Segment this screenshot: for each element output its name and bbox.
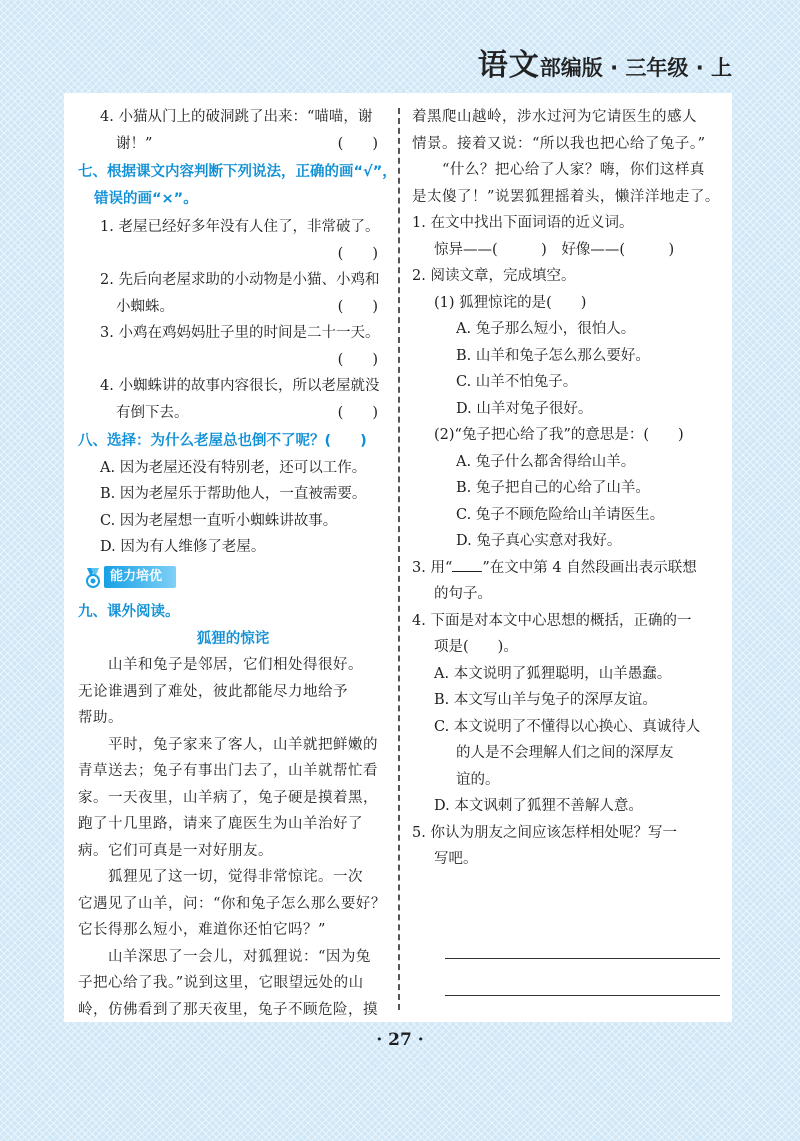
story-line: 它长得那么短小，难道你还怕它吗？”	[78, 922, 326, 938]
question-6-4-line2	[78, 131, 388, 158]
story-title: 狐狸的惊诧	[196, 630, 270, 647]
story-paragraph-1	[78, 652, 388, 732]
right-column	[412, 104, 722, 873]
story-line: 是太傻了！”说罢狐狸摇着头，懒洋洋地走了。	[412, 188, 720, 205]
question-3-prefix: 3. 用“	[412, 559, 453, 576]
question-7-3: 3. 小鸡在鸡妈妈肚子里的时间是二十一天。	[100, 325, 380, 341]
section-7-title-line2: 错误的画“×”。	[94, 190, 198, 207]
story-line: 山羊深思了一会儿，对狐狸说：“因为兔	[108, 948, 371, 965]
page-number: · 27 ·	[376, 1030, 424, 1050]
reading-question-1-words: 惊异——( ) 好像——( )	[434, 241, 675, 258]
story-line: 无论谁遇到了难处，彼此都能尽力地给予	[78, 683, 348, 700]
question-7-1: 1. 老屋已经好多年没有人住了，非常破了。	[100, 219, 380, 235]
story-line: 家。一天夜里，山羊病了，兔子硬是摸着黑，	[78, 789, 378, 806]
reading-question-5-line2: 写吧。	[434, 851, 478, 867]
question-7-2-line2	[78, 294, 388, 321]
reading-question-2-2: (2)“兔子把心给了我”的意思是：( )	[434, 427, 684, 443]
reading-question-1: 1. 在文中找出下面词语的近义词。	[412, 215, 634, 231]
section-9-title: 九、课外阅读。	[78, 604, 180, 620]
story-line: 平时，兔子家来了客人，山羊就把鲜嫩的	[108, 736, 378, 753]
column-divider	[398, 108, 400, 1010]
reading-question-4-line2: 项是( )。	[434, 639, 518, 655]
option-4-b: B. 本文写山羊与兔子的深厚友谊。	[434, 692, 657, 708]
badge-wrap	[82, 565, 176, 589]
story-line: 青草送去；兔子有事出门去了，山羊就帮忙看	[78, 763, 378, 779]
option-4-c-line3: 谊的。	[456, 771, 500, 788]
story-line: 子把心给了我。”说到这里，它眼望远处的山	[78, 975, 364, 991]
book-title-rest: 部编版 · 三年级 · 上	[539, 56, 732, 80]
story-line: 病。它们可真是一对好朋友。	[78, 842, 273, 859]
answer-paren: ( )	[337, 351, 378, 368]
option-8-d: D. 因为有人维修了老屋。	[100, 539, 266, 555]
answer-paren: ( )	[337, 298, 378, 315]
story-paragraph-4-continued	[412, 104, 722, 157]
question-7-4-line1: 4. 小蜘蛛讲的故事内容很长，所以老屋就没	[100, 378, 380, 394]
reading-question-5-line1: 5. 你认为朋友之间应该怎样相处呢？写一	[412, 824, 677, 841]
ability-badge	[78, 565, 388, 598]
reading-question-3	[412, 555, 722, 582]
question-7-1-paren-line	[78, 241, 388, 268]
reading-question-2: 2. 阅读文章，完成填空。	[412, 268, 576, 284]
story-paragraph-5	[412, 157, 722, 210]
option-4-a: A. 本文说明了狐狸聪明，山羊愚蠢。	[434, 665, 672, 682]
book-title-main: 语文	[477, 48, 540, 83]
question-7-4-text: 有倒下去。	[116, 404, 189, 421]
story-line: 山羊和兔子是邻居，它们相处得很好。	[108, 657, 363, 673]
question-7-2-line1: 2. 先后向老屋求助的小动物是小猫、小鸡和	[100, 272, 380, 288]
story-paragraph-4	[78, 944, 388, 1024]
answer-paren: ( )	[337, 135, 378, 152]
option-8-b: B. 因为老屋乐于帮助他人，一直被需要。	[100, 486, 367, 502]
option-2-1-c: C. 山羊不怕兔子。	[456, 374, 578, 390]
option-2-2-d: D. 兔子真心实意对我好。	[456, 533, 622, 549]
story-paragraph-3	[78, 864, 388, 944]
option-4-c-line1: C. 本文说明了不懂得以心换心、真诚待人	[434, 718, 701, 735]
story-line: 帮助。	[78, 710, 123, 726]
option-2-2-b: B. 兔子把自己的心给了山羊。	[456, 480, 650, 496]
option-2-2-a: A. 兔子什么都舍得给山羊。	[456, 453, 636, 470]
answer-paren: ( )	[337, 404, 378, 421]
option-2-2-c: C. 兔子不顾危险给山羊请医生。	[456, 506, 665, 523]
option-4-c-line2: 的人是不会理解人们之间的深厚友	[456, 745, 674, 761]
underline-sample	[452, 555, 482, 572]
answer-paren: ( )	[337, 245, 378, 262]
answer-writing-line[interactable]	[445, 958, 720, 959]
left-column	[78, 104, 397, 1023]
story-line: 岭，仿佛看到了那天夜里，兔子不顾危险，摸	[78, 1001, 378, 1018]
section-8-title: 八、选择：为什么老屋总也倒不了呢？( )	[78, 433, 367, 449]
option-8-a: A. 因为老屋还没有特别老，还可以工作。	[100, 459, 367, 476]
option-8-c: C. 因为老屋想一直听小蜘蛛讲故事。	[100, 512, 338, 529]
question-7-2-text: 小蜘蛛。	[116, 298, 174, 315]
question-3-suffix: ”在文中第 4 自然段画出表示联想	[482, 559, 697, 576]
badge-label: 能力培优	[104, 566, 176, 588]
option-2-1-a: A. 兔子那么短小，很怕人。	[456, 321, 636, 337]
option-2-1-d: D. 山羊对兔子很好。	[456, 400, 593, 417]
reading-question-3-line2: 的句子。	[434, 586, 492, 602]
story-line: 着黑爬山越岭，涉水过河为它请医生的感人	[412, 109, 697, 125]
story-line: 它遇见了山羊，问：“你和兔子怎么那么要好？	[78, 895, 386, 912]
story-line: 情景。接着又说：“所以我也把心给了兔子。”	[412, 135, 706, 152]
book-title	[478, 40, 732, 84]
section-7-title-line1: 七、根据课文内容判断下列说法，正确的画“√”，	[78, 164, 397, 180]
option-2-1-b: B. 山羊和兔子怎么那么要好。	[456, 347, 650, 364]
reading-question-2-1: (1) 狐狸惊诧的是( )	[434, 294, 587, 311]
reading-question-4-line1: 4. 下面是对本文中心思想的概括，正确的一	[412, 612, 692, 629]
story-line: 跑了十几里路，请来了鹿医生为山羊治好了	[78, 816, 363, 832]
medal-icon	[82, 566, 104, 588]
question-6-4-line1: 4. 小猫从门上的破洞跳了出来：“喵喵，谢	[100, 109, 373, 125]
story-line: “什么？把心给了人家？嗨，你们这样真	[442, 162, 705, 178]
question-7-4-line2	[78, 400, 388, 427]
question-6-4-text: 谢！”	[116, 135, 153, 152]
story-paragraph-2	[78, 732, 388, 865]
answer-writing-line[interactable]	[445, 995, 720, 996]
story-line: 狐狸见了这一切，觉得非常惊诧。一次	[108, 869, 363, 885]
option-4-d: D. 本文讽刺了狐狸不善解人意。	[434, 798, 643, 814]
question-7-3-paren-line	[78, 347, 388, 374]
